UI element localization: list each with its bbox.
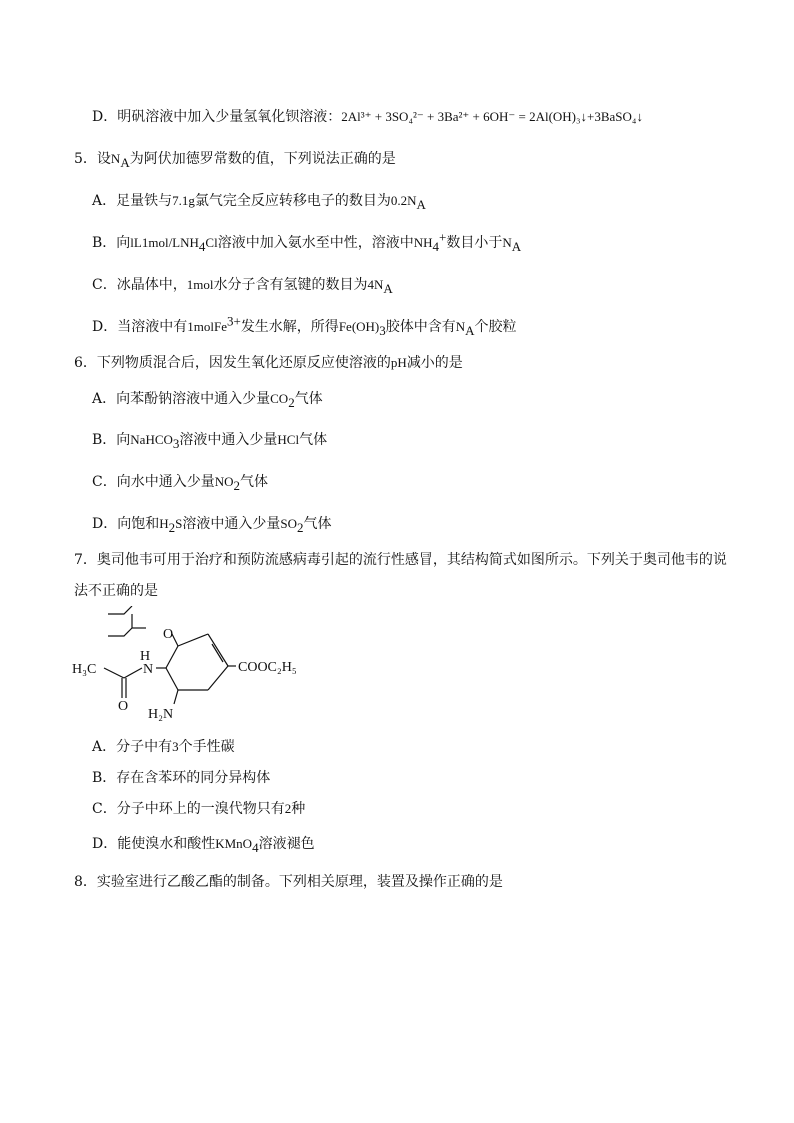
stem-text: 实验室进行乙酸乙酯的制备。下列相关原理，装置及操作正确的是 <box>96 874 503 890</box>
oseltamivir-structure-diagram <box>70 606 320 726</box>
value: N <box>455 319 466 334</box>
subscript: 2 <box>296 519 304 535</box>
option-text: 水分子含有氢键的数目为 <box>213 277 368 293</box>
stem-text: 法不正确的是 <box>74 583 158 599</box>
amine-bond <box>174 690 178 704</box>
subscript: 4 <box>252 839 259 855</box>
option-label: A． <box>92 193 117 209</box>
stem-text: 为阿伏加德罗常数的值，下列说法正确的是 <box>129 151 396 167</box>
q6-option-b <box>92 431 327 449</box>
option-label: C． <box>92 801 117 817</box>
option-label: A． <box>92 739 117 755</box>
q4-option-d <box>92 108 643 126</box>
question-number: 5． <box>74 151 97 167</box>
option-label: C． <box>92 277 117 293</box>
methyl-label: H₃C <box>72 662 97 677</box>
formula: CO <box>270 391 289 406</box>
quantity: 7.1g <box>172 193 195 208</box>
superscript: + <box>438 229 447 245</box>
q6-option-a <box>92 390 323 408</box>
option-text: 足量铁与 <box>116 193 173 209</box>
subscript: A <box>511 238 522 254</box>
equation: 2Al³⁺ + 3SO₄²⁻ + 3Ba²⁺ + 6OH⁻ = 2Al(OH)₃↓+3BaSO₄↓ <box>341 109 643 124</box>
ring-double-bond <box>212 644 223 662</box>
carbonyl-oxygen-label: O <box>118 699 129 714</box>
option-label: B． <box>92 432 117 448</box>
formula: Fe(OH) <box>338 319 380 334</box>
q6-option-d <box>92 515 331 533</box>
lower-ethyl-bond <box>108 628 132 636</box>
option-text: 向 <box>116 432 131 448</box>
option-text: 气体 <box>299 432 328 448</box>
value: 0.2N <box>390 193 417 208</box>
option-text: 冰晶体中， <box>116 277 187 293</box>
subscript: 3 <box>172 435 180 451</box>
option-text: 能使溴水和酸性 <box>117 836 216 852</box>
ring-bond-3 <box>208 666 228 690</box>
q5-option-c <box>92 276 393 294</box>
formula: HCl <box>277 432 300 447</box>
option-text: 溶液褪色 <box>258 836 315 852</box>
option-text: 溶液中加入氨水至中性，溶液中 <box>217 235 414 251</box>
q5-option-a <box>92 192 426 210</box>
methyl-carbonyl-bond <box>104 668 124 678</box>
subscript: A <box>383 280 393 296</box>
option-label: D． <box>92 516 118 532</box>
option-label: D． <box>92 319 118 335</box>
ester-label: COOC₂H₅ <box>238 660 297 675</box>
q7-option-a <box>92 738 235 756</box>
option-text: 明矾溶液中加入少量氢氧化钡溶液： <box>117 109 342 125</box>
q7-option-c <box>92 800 305 818</box>
option-label: C． <box>92 474 117 490</box>
amine-label: H₂N <box>148 707 174 722</box>
ring-bond-1 <box>178 634 208 646</box>
option-text: 气体 <box>303 516 332 532</box>
q5-stem <box>74 150 396 168</box>
subscript: 2 <box>168 519 176 535</box>
subscript: A <box>416 196 426 212</box>
option-text: 向苯酚钠溶液中通入少量 <box>116 391 271 407</box>
option-text: 发生水解，所得 <box>240 319 339 335</box>
option-label: B． <box>92 770 117 786</box>
stem-text: 设 <box>96 151 111 167</box>
option-text: 当溶液中有 <box>117 319 188 335</box>
subscript: 4 <box>198 238 206 254</box>
amide-h-label: H <box>140 649 151 664</box>
formula: H <box>159 516 169 531</box>
option-text: 氯气完全反应转移电子的数目为 <box>194 193 391 209</box>
option-text: 种 <box>291 801 306 817</box>
formula: NO <box>214 474 234 489</box>
subscript: 4 <box>432 238 439 254</box>
q5-option-b <box>92 229 522 254</box>
option-text: 向水中通入少量 <box>116 474 215 490</box>
formula: KMnO <box>215 836 253 851</box>
amount: 1mol <box>186 277 214 292</box>
subscript: 2 <box>288 394 295 410</box>
ether-oxygen-label: O <box>163 627 174 642</box>
amount: 1molFe <box>187 319 227 334</box>
option-label: A． <box>92 391 117 407</box>
subscript: 2 <box>233 477 240 493</box>
bonds <box>104 606 236 704</box>
symbol: N <box>110 151 121 166</box>
formula: S <box>175 516 183 531</box>
number: 2 <box>284 801 292 816</box>
q6-stem <box>74 354 463 372</box>
ring-bond-5 <box>166 668 178 690</box>
q7-option-d <box>92 835 315 853</box>
option-label: B． <box>92 235 117 251</box>
ion: NH <box>413 235 433 250</box>
option-text: 存在含苯环的同分异构体 <box>116 770 271 786</box>
number: 3 <box>172 739 179 754</box>
formula-part: Cl <box>205 235 218 250</box>
formula: SO <box>280 516 297 531</box>
value: N <box>502 235 512 250</box>
upper-ethyl-bond <box>108 606 132 614</box>
subscript: A <box>465 322 475 338</box>
q5-option-d <box>92 313 517 338</box>
option-text: 胶体中含有 <box>385 319 456 335</box>
option-text: 溶液中通入少量 <box>179 432 278 448</box>
question-number: 8． <box>74 874 97 890</box>
ring-bond-6 <box>166 646 178 668</box>
ring-bond-2 <box>208 634 228 666</box>
option-text: 向 <box>116 235 131 251</box>
option-label: D． <box>92 109 118 125</box>
option-text: 分子中环上的一溴代物只有 <box>116 801 285 817</box>
option-text: 溶液中通入少量 <box>182 516 281 532</box>
option-text: 数目小于 <box>446 235 503 251</box>
value: 4N <box>367 277 384 292</box>
stem-text: 减小的是 <box>406 355 463 371</box>
subscript: A <box>120 154 130 170</box>
option-text: 个胶粒 <box>474 319 517 335</box>
q6-option-c <box>92 473 268 491</box>
question-number: 7． <box>74 552 97 568</box>
option-label: D． <box>92 836 118 852</box>
option-text: 向饱和 <box>117 516 160 532</box>
stem-text: 下列物质混合后，因发生氧化还原反应使溶液的 <box>96 355 391 371</box>
subscript: 3 <box>379 322 386 338</box>
option-text: 个手性碳 <box>178 739 235 755</box>
formula: NaHCO <box>130 432 173 447</box>
q7-stem-line1 <box>74 551 727 569</box>
question-number: 6． <box>74 355 97 371</box>
carbonyl-n-bond <box>124 668 142 678</box>
q8-stem <box>74 873 503 891</box>
option-text: 分子中有 <box>116 739 173 755</box>
amide-n-label: N <box>143 662 154 677</box>
concentration: lL1mol/LNH <box>130 235 199 250</box>
stem-text: 奥司他韦可用于治疗和预防流感病毒引起的流行性感冒，其结构简式如图所示。下列关于奥司他韦的说 <box>96 552 727 568</box>
option-text: 气体 <box>294 391 323 407</box>
superscript: 3+ <box>226 313 241 329</box>
option-text: 气体 <box>240 474 268 490</box>
q7-stem-line2 <box>74 582 158 600</box>
ph-symbol: pH <box>390 355 407 370</box>
q7-option-b <box>92 769 270 787</box>
